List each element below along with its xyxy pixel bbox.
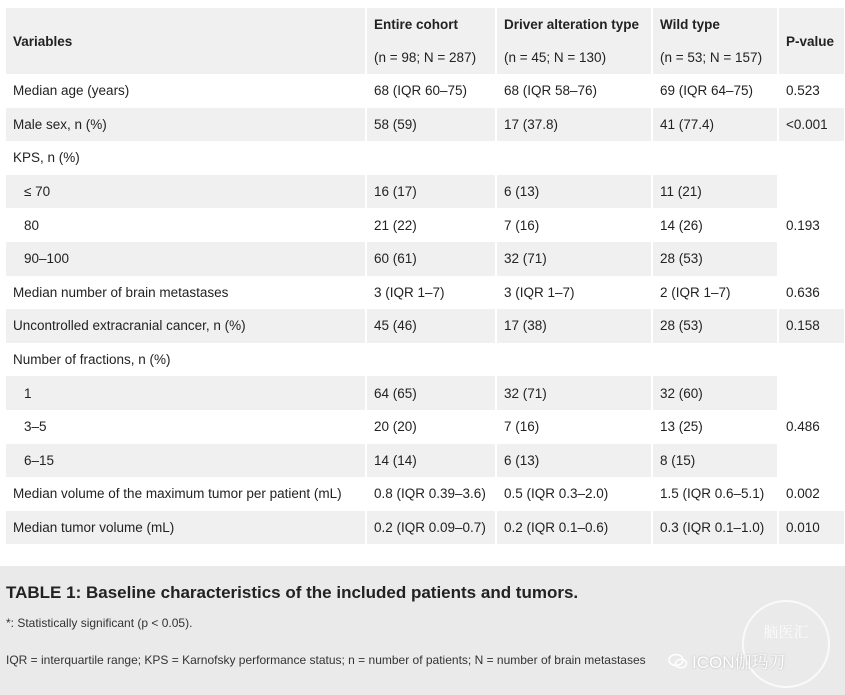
cell-p-value <box>778 141 844 175</box>
cell-wild: 41 (77.4) <box>652 108 778 142</box>
watermark-text: ICON伽玛刀 <box>692 653 786 672</box>
cell-wild: 32 (60) <box>652 376 778 410</box>
cell-wild: 1.5 (IQR 0.6–5.1) <box>652 477 778 511</box>
cell-driver: 3 (IQR 1–7) <box>496 276 652 310</box>
cell-driver: 17 (38) <box>496 309 652 343</box>
cell-entire: 64 (65) <box>366 376 496 410</box>
cell-entire: 60 (61) <box>366 242 496 276</box>
caption-footnote-significance: *: Statistically significant (p < 0.05). <box>6 616 193 630</box>
cell-driver: 6 (13) <box>496 444 652 478</box>
cell-driver: 6 (13) <box>496 175 652 209</box>
cell-entire: 58 (59) <box>366 108 496 142</box>
cell-wild: 28 (53) <box>652 309 778 343</box>
cell-driver: 68 (IQR 58–76) <box>496 74 652 108</box>
cell-wild: 69 (IQR 64–75) <box>652 74 778 108</box>
table-row <box>6 477 844 511</box>
table-row <box>6 74 844 108</box>
table-row <box>6 410 844 444</box>
cell-driver: 32 (71) <box>496 242 652 276</box>
row-label: 1 <box>6 376 366 410</box>
header-entire-cohort: Entire cohort <box>366 8 496 40</box>
baseline-table <box>6 8 844 544</box>
header-wild-n: (n = 53; N = 157) <box>652 40 778 74</box>
cell-driver: 7 (16) <box>496 208 652 242</box>
row-label: 80 <box>6 208 366 242</box>
table-row <box>6 108 844 142</box>
row-label: Median volume of the maximum tumor per patient (mL) <box>6 477 366 511</box>
cell-wild: 13 (25) <box>652 410 778 444</box>
cell-entire: 3 (IQR 1–7) <box>366 276 496 310</box>
table-row <box>6 175 844 209</box>
table-caption <box>0 566 845 695</box>
row-label: Male sex, n (%) <box>6 108 366 142</box>
caption-footnote-abbreviations: IQR = interquartile range; KPS = Karnofsky performance status; n = number of patients; N = number of brain metastases <box>6 653 646 667</box>
cell-wild: 0.3 (IQR 0.1–1.0) <box>652 511 778 545</box>
cell-wild: 2 (IQR 1–7) <box>652 276 778 310</box>
cell-driver <box>496 141 652 175</box>
cell-wild <box>652 141 778 175</box>
cell-p-value: 0.523 <box>778 74 844 108</box>
cell-entire: 16 (17) <box>366 175 496 209</box>
caption-title: TABLE 1: Baseline characteristics of the included patients and tumors. <box>6 583 579 602</box>
cell-wild: 8 (15) <box>652 444 778 478</box>
row-label: Number of fractions, n (%) <box>6 343 366 377</box>
cell-wild: 11 (21) <box>652 175 778 209</box>
cell-entire <box>366 141 496 175</box>
header-p-value: P-value <box>778 8 844 74</box>
cell-entire <box>366 343 496 377</box>
header-row <box>6 8 844 40</box>
row-label: 90–100 <box>6 242 366 276</box>
header-driver-n: (n = 45; N = 130) <box>496 40 652 74</box>
cell-entire: 20 (20) <box>366 410 496 444</box>
wechat-icon <box>668 653 688 675</box>
cell-p-value: <0.001 <box>778 108 844 142</box>
cell-p-value: 0.158 <box>778 309 844 343</box>
cell-driver: 17 (37.8) <box>496 108 652 142</box>
table-row <box>6 376 844 410</box>
header-driver-alteration: Driver alteration type <box>496 8 652 40</box>
cell-p-value: 0.002 <box>778 477 844 511</box>
table-row <box>6 343 844 377</box>
cell-driver: 0.5 (IQR 0.3–2.0) <box>496 477 652 511</box>
table-row <box>6 444 844 478</box>
row-label: 3–5 <box>6 410 366 444</box>
cell-entire: 45 (46) <box>366 309 496 343</box>
cell-entire: 21 (22) <box>366 208 496 242</box>
row-label: Uncontrolled extracranial cancer, n (%) <box>6 309 366 343</box>
header-entire-n: (n = 98; N = 287) <box>366 40 496 74</box>
cell-p-value: 0.636 <box>778 276 844 310</box>
table-row <box>6 511 844 545</box>
table-row <box>6 208 844 242</box>
cell-wild: 28 (53) <box>652 242 778 276</box>
cell-wild <box>652 343 778 377</box>
cell-driver: 0.2 (IQR 0.1–0.6) <box>496 511 652 545</box>
table-row <box>6 309 844 343</box>
row-label: Median tumor volume (mL) <box>6 511 366 545</box>
watermark <box>668 648 786 675</box>
cell-entire: 0.2 (IQR 0.09–0.7) <box>366 511 496 545</box>
header-wild-type: Wild type <box>652 8 778 40</box>
row-label: ≤ 70 <box>6 175 366 209</box>
cell-p-value: 0.193 <box>778 175 844 276</box>
cell-driver: 7 (16) <box>496 410 652 444</box>
row-label: 6–15 <box>6 444 366 478</box>
cell-entire: 0.8 (IQR 0.39–3.6) <box>366 477 496 511</box>
table-row <box>6 141 844 175</box>
cell-entire: 14 (14) <box>366 444 496 478</box>
watermark-stamp: 脑医汇 <box>742 600 830 688</box>
table-row <box>6 242 844 276</box>
row-label: Median number of brain metastases <box>6 276 366 310</box>
cell-wild: 14 (26) <box>652 208 778 242</box>
row-label: Median age (years) <box>6 74 366 108</box>
row-label: KPS, n (%) <box>6 141 366 175</box>
cell-p-value <box>778 343 844 377</box>
cell-p-value: 0.010 <box>778 511 844 545</box>
table-row <box>6 276 844 310</box>
cell-p-value: 0.486 <box>778 376 844 477</box>
cell-driver <box>496 343 652 377</box>
cell-entire: 68 (IQR 60–75) <box>366 74 496 108</box>
cell-driver: 32 (71) <box>496 376 652 410</box>
header-variables: Variables <box>6 8 366 74</box>
